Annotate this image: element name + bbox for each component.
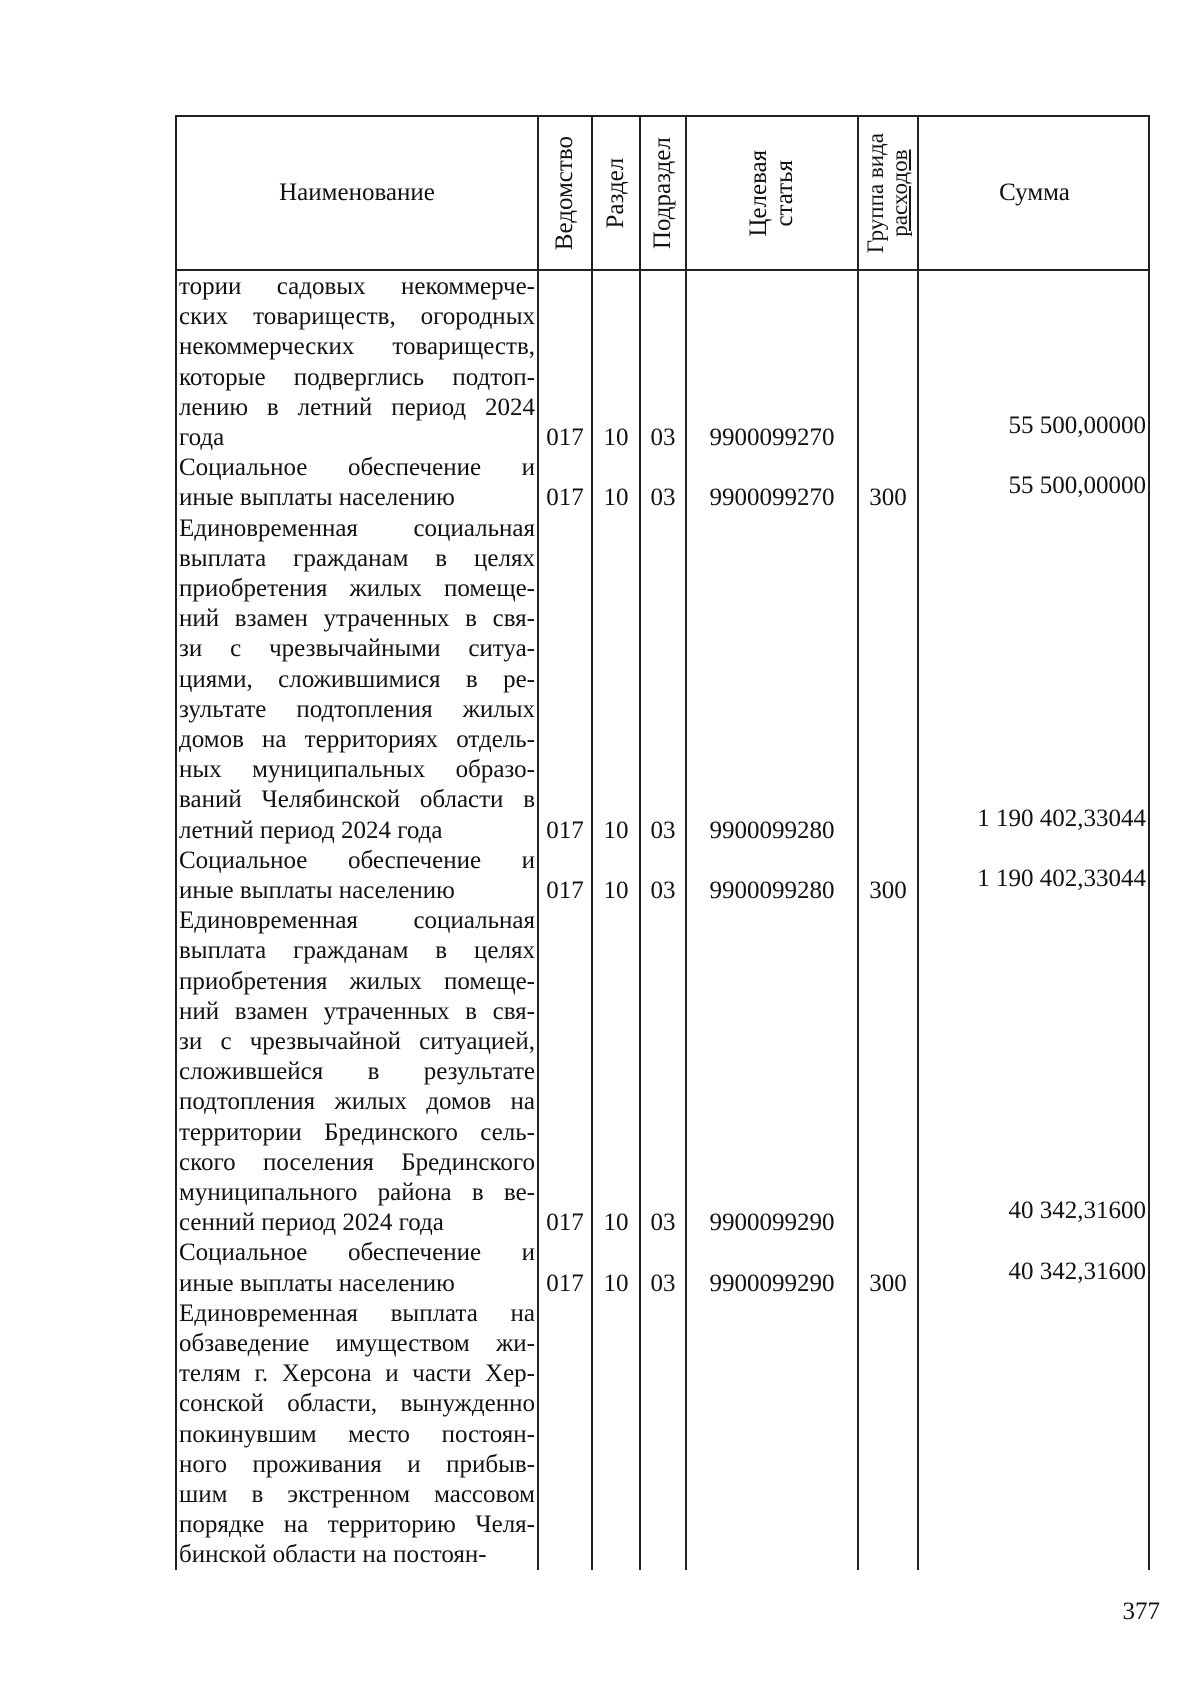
row-summa: 55 500,00000: [1008, 412, 1146, 439]
table-row: [177, 272, 1148, 453]
row-name-line: ских товариществ, огородных: [179, 303, 535, 331]
row-name-line: года: [179, 424, 225, 452]
row-name-line: тории садовых некоммерче-: [179, 273, 535, 300]
row-name: [179, 1238, 535, 1298]
table-row: [177, 846, 1148, 906]
row-razdel: 10: [603, 1209, 629, 1237]
row-razdel: 10: [603, 876, 629, 904]
row-name-line: зи с чрезвычайной ситуацией,: [179, 1028, 535, 1055]
header-podrazdel: Подраздел: [648, 137, 676, 249]
header-divider: [177, 269, 1148, 271]
row-name-line: выплата гражданам в целях: [179, 544, 535, 572]
row-name-line: иные выплаты населению: [179, 1269, 455, 1297]
row-name-line: Социальное обеспечение и: [179, 846, 535, 874]
row-name-line: шим в экстренном массовом: [179, 1481, 535, 1509]
row-name-line: ний взамен утраченных в свя-: [179, 997, 535, 1025]
row-podrazdel: 03: [650, 484, 676, 512]
row-name-line: покинувшим место постоян-: [179, 1420, 535, 1448]
table-row: [177, 1238, 1148, 1298]
header-gruppa-vida-rashodov: Группа вида расходов: [862, 132, 913, 254]
row-razdel: 10: [603, 484, 629, 512]
row-vedomstvo: 017: [546, 484, 584, 512]
row-name-line: лению в летний период 2024: [179, 393, 535, 421]
row-name-line: обзаведение имуществом жи-: [179, 1330, 535, 1357]
row-vedomstvo: 017: [546, 1269, 584, 1297]
row-name-line: Единовременная выплата на: [179, 1299, 535, 1327]
row-name-line: циями, сложившимися в ре-: [179, 665, 535, 693]
row-vedomstvo: 017: [546, 876, 584, 904]
row-gruppa: 300: [869, 876, 907, 904]
row-name: [179, 1299, 535, 1571]
row-name-line: порядке на территорию Челя-: [179, 1511, 535, 1539]
row-name: [179, 272, 535, 453]
row-summa: 40 342,31600: [1008, 1197, 1146, 1225]
row-razdel: 10: [603, 816, 629, 844]
row-name-line: домов на территориях отдель-: [179, 726, 535, 754]
header-vedomstvo: Ведомство: [550, 135, 578, 251]
row-name-line: сонской области, вынужденно: [179, 1390, 535, 1418]
row-celevaya-statya: 9900099290: [709, 1209, 835, 1237]
row-name: [179, 906, 535, 1238]
row-name-line: которые подверглись подтоп-: [179, 363, 535, 391]
row-celevaya-statya: 9900099270: [709, 424, 835, 451]
header-summa: Сумма: [999, 178, 1070, 206]
row-name-line: зи с чрезвычайными ситуа-: [179, 635, 535, 663]
row-name-line: муниципального района в ве-: [179, 1179, 535, 1207]
row-name-line: ных муниципальных образо-: [179, 756, 535, 784]
row-razdel: 10: [603, 1269, 629, 1297]
row-name-line: приобретения жилых помеще-: [179, 967, 535, 995]
row-podrazdel: 03: [650, 816, 676, 844]
row-name: [179, 514, 535, 846]
row-name-line: ваний Челябинской области в: [179, 786, 535, 814]
table-row: [177, 1299, 1148, 1571]
row-celevaya-statya: 9900099280: [709, 816, 835, 844]
row-name-line: Социальное обеспечение и: [179, 454, 535, 482]
budget-table: [175, 115, 1150, 1570]
row-name-line: сложившейся в результате: [179, 1058, 535, 1086]
row-name-line: летний период 2024 года: [179, 816, 443, 844]
row-name-line: иные выплаты населению: [179, 877, 455, 904]
row-celevaya-statya: 9900099270: [709, 484, 835, 512]
row-gruppa: 300: [869, 484, 907, 512]
row-celevaya-statya: 9900099290: [709, 1269, 835, 1297]
row-name: [179, 453, 535, 513]
table-row: [177, 453, 1148, 513]
row-name-line: Единовременная социальная: [179, 907, 535, 935]
row-name-line: территории Брединского сель-: [179, 1118, 535, 1146]
row-razdel: 10: [603, 424, 629, 451]
header-razdel: Раздел: [601, 157, 629, 229]
row-name-line: Единовременная социальная: [179, 514, 535, 542]
row-name-line: ского поселения Брединского: [179, 1148, 535, 1176]
row-name-line: подтопления жилых домов на: [179, 1088, 535, 1116]
row-celevaya-statya: 9900099280: [709, 876, 835, 904]
row-summa: 55 500,00000: [1008, 472, 1146, 500]
row-summa: 1 190 402,33044: [977, 864, 1146, 892]
row-podrazdel: 03: [650, 424, 676, 451]
row-name-line: ного проживания и прибыв-: [179, 1450, 535, 1478]
row-name-line: иные выплаты населению: [179, 484, 455, 512]
row-podrazdel: 03: [650, 876, 676, 904]
row-name-line: приобретения жилых помеще-: [179, 575, 535, 602]
row-vedomstvo: 017: [546, 1209, 584, 1237]
row-name-line: выплата гражданам в целях: [179, 937, 535, 965]
page-number: 377: [1122, 1598, 1160, 1625]
row-name-line: ний взамен утраченных в свя-: [179, 605, 535, 633]
row-vedomstvo: 017: [546, 816, 584, 844]
table-row: [177, 906, 1148, 1238]
row-name: [179, 846, 535, 906]
row-podrazdel: 03: [650, 1269, 676, 1297]
row-name-line: Социальное обеспечение и: [179, 1239, 535, 1267]
row-name-line: бинской области на постоян-: [179, 1541, 487, 1569]
row-name-line: некоммерческих товариществ,: [179, 333, 535, 361]
header-name: Наименование: [279, 178, 435, 206]
row-name-line: зультате подтопления жилых: [179, 695, 535, 723]
row-vedomstvo: 017: [546, 424, 584, 451]
row-summa: 1 190 402,33044: [977, 804, 1146, 832]
header-celevaya-statya: Целевая статья: [744, 149, 798, 237]
row-podrazdel: 03: [650, 1209, 676, 1237]
table-row: [177, 514, 1148, 846]
row-name-line: телям г. Херсона и части Хер-: [179, 1360, 535, 1388]
row-gruppa: 300: [869, 1269, 907, 1297]
row-name-line: сенний период 2024 года: [179, 1209, 444, 1237]
row-summa: 40 342,31600: [1008, 1257, 1146, 1285]
